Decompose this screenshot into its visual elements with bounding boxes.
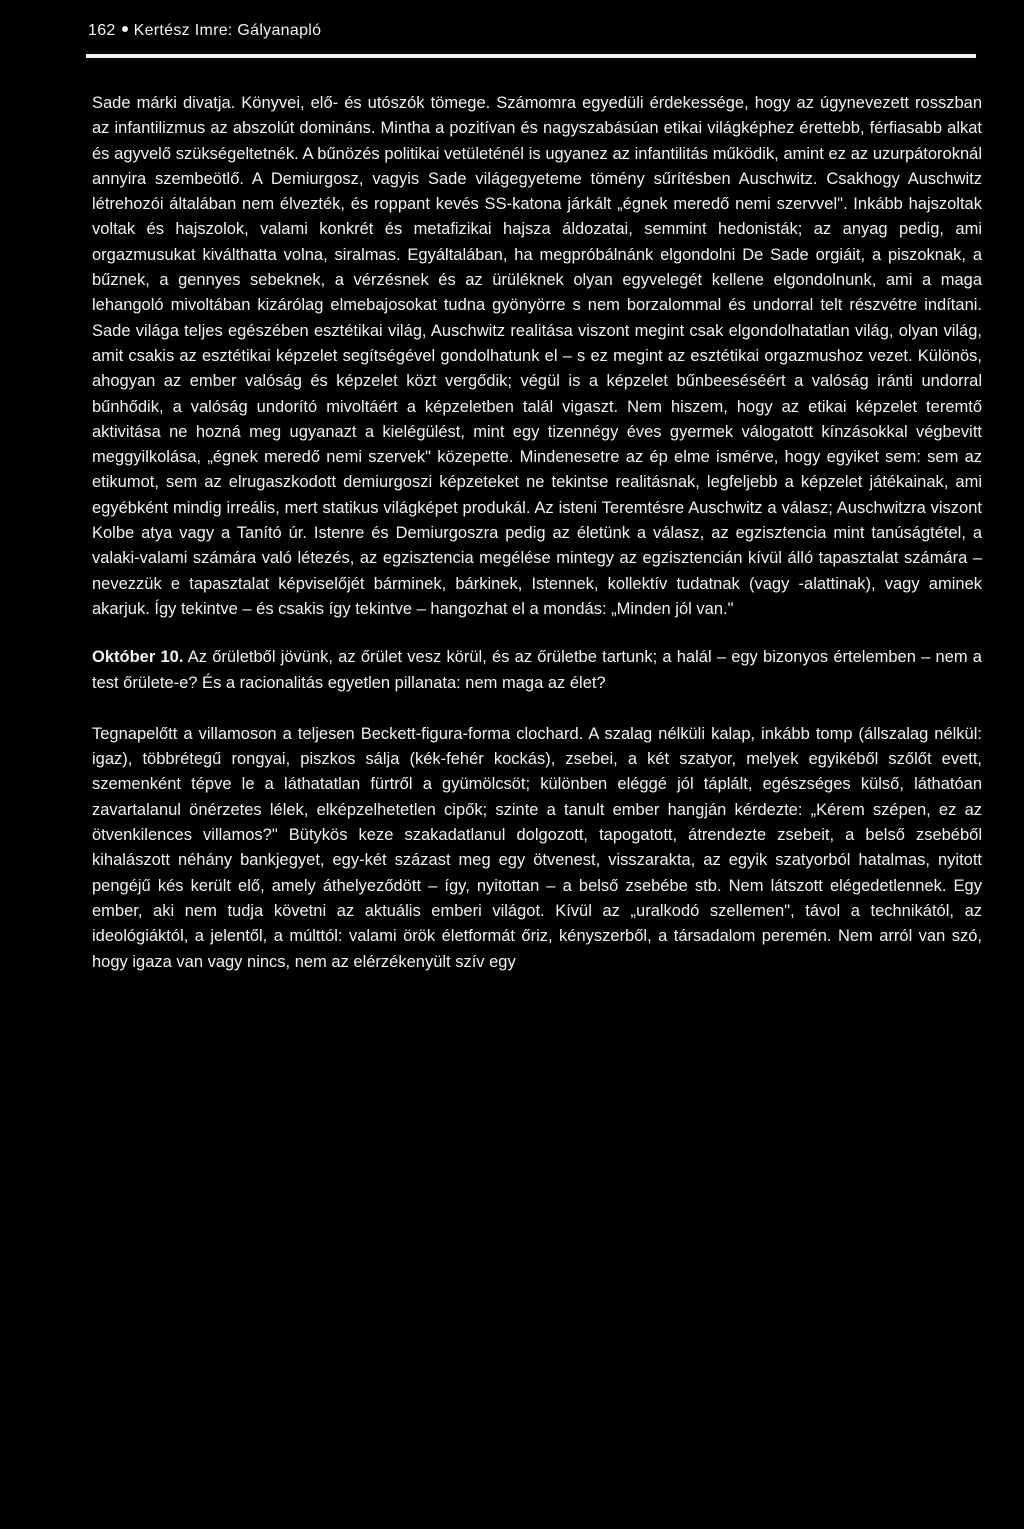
paragraph-october-10 <box>92 645 982 696</box>
bullet-icon <box>122 26 128 32</box>
paragraph-sade: Sade márki divatja. Könyvei, elő- és utószók tömege. Számomra egyedüli érdekessége, hogy az úgynevezett rosszban az infantilizmus az abszolút domináns. Mintha a pozitívan és nagyszabásúan etikai világképhez érettebb, férfiasabb alkat és agyvelő szükségeltetnék. A bűnözés politikai vetületénél is ugyanez az infantilitás működik, amint ez az uzurpátoroknál annyira szembeötlő. A Demiurgosz, vagyis Sade világegyeteme tömény sűrítésben Auschwitz. Csakhogy Auschwitz létrehozói általában nem élvezték, és roppant kevés SS-katona járkált „égnek meredő nemi szervvel". Inkább hajszoltak voltak és hajszolok, valami konkrét és metafizikai hajsza áldozatai, semmint hedonisták; az anyag pedig, ami orgazmusukat kiválthatta volna, siralmas. Egyáltalában, ha megpróbálnánk elgondolni De Sade orgiáit, a piszoknak, a bűznek, a gennyes sebeknek, a vérzésnek és az ürüléknek olyan egyvelegét kellene elgondolnunk, ami a maga lehangoló mivoltában kizárólag elmebajosokat tudna gyönyörre s nem borzalommal és undorral telt részvétre indítani. Sade világa teljes egészében esztétikai világ, Auschwitz realitása viszont megint csak elgondolhatatlan világ, olyan világ, amit csakis az esztétikai képzelet segítségével gondolhatunk el – s ez megint az esztétikai orgazmushoz vezet. Különös, ahogyan az ember valóság és képzelet közt vergődik; végül is a képzelet bűnbeeséséért a valóság iránti undorral bűnhődik, a valóság undorító mivoltáért a képzeletben talál vigaszt. Nem hiszem, hogy az etikai képzelet teremtő aktivitása ne hozná meg ugyanazt a kielégülést, mint egy tizennégy éves gyermek válogatott kínzásokkal végbevitt meggyilkolása, „égnek meredő nemi szervek" közepette. Mindenesetre az ép elme ismérve, hogy egyiket sem: sem az etikumot, sem az elrugaszkodott demiurgoszi képzeteket ne tekintse realitásnak, legfeljebb a képzelet játékainak, ami egyébként mindig irreális, mert statikus világképet produkál. Az isteni Teremtésre Auschwitz a válasz; Auschwitzra viszont Kolbe atya vagy a Tanító úr. Istenre és Demiurgoszra pedig az életünk a válasz, az egzisztencia mint tanúságtétel, a valaki-valami számára való létezés, az egzisztencia megélése mintegy az egzisztencián kívül álló tapasztalat számára – nevezzük e tapasztalat képviselőjét bárminek, bárkinek, Istennek, kollektív tudatnak (vagy -alattinak), vagy aminek akarjuk. Így tekintve – és csakis így tekintve – hangozhat el a mondás: „Minden jól van." <box>92 94 982 618</box>
page-body <box>92 91 982 975</box>
running-header <box>88 22 964 40</box>
running-title: Kertész Imre: Gályanapló <box>133 22 322 39</box>
diary-date: Október 10. <box>92 648 184 667</box>
paragraph-clochard: Tegnapelőtt a villamoson a teljesen Beckett-figura-forma clochard. A szalag nélküli kalap, inkább tomp (állszalag nélkül: igaz), többrétegű rongyai, piszkos sálja (kék-fehér kockás), zsebei, a két szatyor, melyek egyikéből szőlőt evett, szemenként tépve le a láthatatlan fürtről a gyümölcsöt; különben eléggé jól táplált, egészséges külső, láthatóan zavartalanul önérzetes lélek, elképzelhetetlen cipők; szinte a tanult ember hangján kérdezte: „Kérem szépen, ez az ötvenkilences villamos?" Bütykös keze szakadatlanul dolgozott, tapogatott, átrendezte zsebeit, a belső zsebéből kihalászott néhány bankjegyet, egy-két százast meg egy ötvenest, visszarakta, az egyik szatyorból hatalmas, nyitott pengéjű kés került elő, amely áthelyeződött – így, nyitottan – a belső zsebébe stb. Nem látszott elégedetlennek. Egy ember, aki nem tudja követni az aktuális emberi világot. Kívül az „uralkodó szellemen", távol a technikától, az ideológiáktól, a jelentől, a múlttól: valami örök életformát őriz, kényszerből, a társadalom peremén. Nem arról van szó, hogy igaza van vagy nincs, nem az elérzékenyült szív egy <box>92 724 982 971</box>
diary-entry-text: Az őrületből jövünk, az őrület vesz körül, és az őrületbe tartunk; a halál – egy bizonyos értelemben – nem a test őrülete-e? És a racionalitás egyetlen pillanata: nem maga az élet? <box>92 648 982 692</box>
header-rule <box>86 54 976 58</box>
page-number: 162 <box>88 22 116 39</box>
